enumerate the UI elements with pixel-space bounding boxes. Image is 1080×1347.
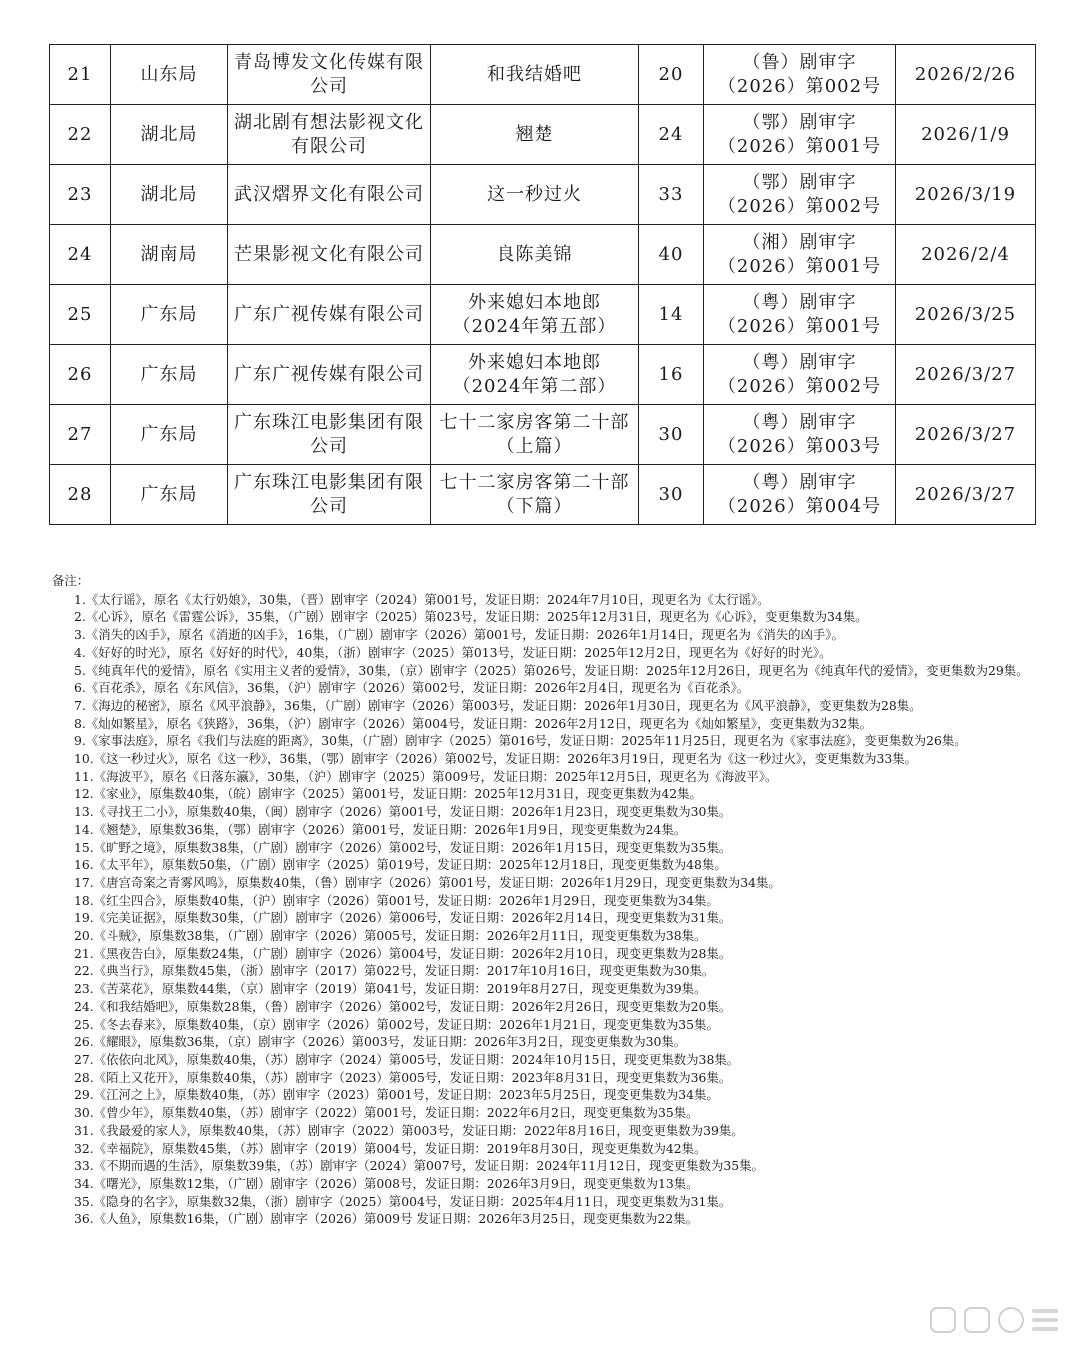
note-item: 3.《消失的凶手》，原名《消逝的凶手》，16集，（广剧）剧审字（2026）第001号，发证日期：2026年1月14日，现更名为《消失的凶手》。 [74,627,844,643]
cell-issue-date: 2026/3/27 [896,405,1036,465]
table-row [50,345,1036,405]
notes-list [52,591,1036,1228]
note-item: 24.《和我结婚吧》，原集数28集，（鲁）剧审字（2026）第002号，发证日期：2026年2月26日，现变更集数为20集。 [74,998,732,1014]
note-item: 17.《唐宫奇案之青雾风鸣》，原集数40集，（鲁）剧审字（2026）第001号，发证日期：2026年1月29日，现变更集数为34集。 [74,874,781,890]
cell-row-number: 26 [50,345,111,405]
cell-episodes: 16 [639,345,704,405]
cell-license-number: （湘）剧审字（2026）第001号 [704,225,896,285]
cell-row-number: 23 [50,165,111,225]
note-item: 22.《典当行》，原集数45集，（浙）剧审字（2017）第022号，发证日期：2017年10月16日，现变更集数为30集。 [74,963,715,979]
cell-episodes: 33 [639,165,704,225]
table-row [50,165,1036,225]
note-item: 32.《幸福院》，原集数45集，（苏）剧审字（2019）第004号，发证日期：2019年8月30日，现变更集数为42集。 [74,1140,707,1156]
cell-episodes: 30 [639,465,704,525]
cell-company: 广东广视传媒有限公司 [228,345,431,405]
cell-company: 芒果影视文化有限公司 [228,225,431,285]
cell-bureau: 广东局 [111,465,228,525]
cell-issue-date: 2026/2/4 [896,225,1036,285]
cell-row-number: 24 [50,225,111,285]
cell-drama-title: 外来媳妇本地郎（2024年第二部） [431,345,639,405]
cell-drama-title: 这一秒过火 [431,165,639,225]
note-item: 28.《陌上又花开》，原集数40集，（苏）剧审字（2023）第005号，发证日期：2023年8月31日，现变更集数为36集。 [74,1069,732,1085]
license-table [49,44,1036,525]
cell-bureau: 广东局 [111,345,228,405]
note-item: 26.《耀眼》，原集数36集，（京）剧审字（2026）第003号，发证日期：2026年3月2日，现变更集数为30集。 [74,1034,687,1050]
note-item: 31.《我最爱的家人》，原集数40集，（苏）剧审字（2022）第003号，发证日期：2022年8月16日，现变更集数为39集。 [74,1122,744,1138]
note-item: 7.《海边的秘密》，原名《风平浪静》，36集，（广剧）剧审字（2026）第003号，发证日期：2026年1月30日，现更名为《风平浪静》，变更集数为28集。 [74,697,922,713]
cell-company: 广东珠江电影集团有限公司 [228,405,431,465]
note-item: 35.《隐身的名字》，原集数32集，（浙）剧审字（2025）第004号，发证日期：2025年4月11日，现变更集数为31集。 [74,1193,732,1209]
watermark-circle-icon [998,1307,1024,1333]
cell-company: 广东珠江电影集团有限公司 [228,465,431,525]
cell-episodes: 40 [639,225,704,285]
cell-issue-date: 2026/1/9 [896,105,1036,165]
note-item: 8.《灿如繁星》，原名《狭路》，36集，（沪）剧审字（2026）第004号，发证日期：2026年2月12日，现更名为《灿如繁星》，变更集数为32集。 [74,715,873,731]
note-item: 20.《斗贼》，原集数38集，（广剧）剧审字（2026）第005号，发证日期：2026年2月11日，现变更集数为38集。 [74,928,707,944]
cell-drama-title: 和我结婚吧 [431,45,639,105]
table-row [50,45,1036,105]
cell-issue-date: 2026/3/25 [896,285,1036,345]
note-item: 25.《冬去春来》，原集数40集，（京）剧审字（2026）第002号，发证日期：2026年1月21日，现变更集数为35集。 [74,1016,719,1032]
cell-bureau: 湖北局 [111,165,228,225]
cell-license-number: （粤）剧审字（2026）第001号 [704,285,896,345]
cell-license-number: （粤）剧审字（2026）第004号 [704,465,896,525]
cell-bureau: 广东局 [111,285,228,345]
watermark-square-icon [964,1307,990,1333]
cell-license-number: （鄂）剧审字（2026）第001号 [704,105,896,165]
cell-episodes: 24 [639,105,704,165]
cell-row-number: 28 [50,465,111,525]
cell-episodes: 20 [639,45,704,105]
cell-episodes: 30 [639,405,704,465]
cell-bureau: 湖北局 [111,105,228,165]
cell-license-number: （鲁）剧审字（2026）第002号 [704,45,896,105]
cell-row-number: 27 [50,405,111,465]
cell-episodes: 14 [639,285,704,345]
note-item: 34.《曙光》，原集数12集，（广剧）剧审字（2026）第008号，发证日期：2026年3月9日，现变更集数为13集。 [74,1175,699,1191]
table-row [50,225,1036,285]
note-item: 15.《旷野之境》，原集数38集，（广剧）剧审字（2026）第002号，发证日期：2026年1月15日，现变更集数为35集。 [74,839,732,855]
notes-title: 备注： [52,573,90,588]
note-item: 29.《江河之上》，原集数40集，（苏）剧审字（2023）第001号，发证日期：2023年5月25日，现变更集数为34集。 [74,1087,719,1103]
note-item: 14.《翘楚》，原集数36集，（鄂）剧审字（2026）第001号，发证日期：2026年1月9日，现变更集数为24集。 [74,821,687,837]
cell-company: 武汉熠界文化有限公司 [228,165,431,225]
note-item: 11.《海波平》，原名《日落东瀛》，30集，（沪）剧审字（2025）第009号，发证日期：2025年12月5日，现更名为《海波平》。 [74,768,778,784]
cell-drama-title: 翘楚 [431,105,639,165]
table-row [50,405,1036,465]
cell-company: 广东广视传媒有限公司 [228,285,431,345]
note-item: 23.《苦菜花》，原集数44集，（京）剧审字（2019）第041号，发证日期：2019年8月27日，现变更集数为39集。 [74,981,707,997]
cell-issue-date: 2026/3/27 [896,345,1036,405]
note-item: 33.《不期而遇的生活》，原集数39集，（苏）剧审字（2024）第007号，发证日期：2024年11月12日，现变更集数为35集。 [74,1158,764,1174]
table-row [50,105,1036,165]
note-item: 12.《家业》，原集数40集，（皖）剧审字（2025）第001号，发证日期：2025年12月31日，现变更集数为42集。 [74,786,702,802]
cell-issue-date: 2026/3/27 [896,465,1036,525]
watermark-square-icon [930,1307,956,1333]
note-item: 19.《完美证据》，原集数30集，（广剧）剧审字（2026）第006号，发证日期：2026年2月14日，现变更集数为31集。 [74,910,732,926]
note-item: 9.《家事法庭》，原名《我们与法庭的距离》，30集，（广剧）剧审字（2025）第016号，发证日期：2025年11月25日，现更名为《家事法庭》，变更集数为26集。 [74,733,967,749]
note-item: 10.《这一秒过火》，原名《这一秒》，36集，（鄂）剧审字（2026）第002号，发证日期：2026年3月19日，现更名为《这一秒过火》，变更集数为33集。 [74,751,918,767]
table-body [50,45,1036,525]
cell-row-number: 21 [50,45,111,105]
cell-license-number: （粤）剧审字（2026）第002号 [704,345,896,405]
table-row [50,465,1036,525]
cell-license-number: （鄂）剧审字（2026）第002号 [704,165,896,225]
cell-company: 青岛博发文化传媒有限公司 [228,45,431,105]
note-item: 30.《曾少年》，原集数40集，（苏）剧审字（2022）第001号，发证日期：2022年6月2日，现变更集数为35集。 [74,1105,699,1121]
note-item: 13.《寻找王二小》，原集数40集，（闽）剧审字（2026）第001号，发证日期：2026年1月23日，现变更集数为30集。 [74,804,732,820]
note-item: 21.《黑夜告白》，原集数24集，（广剧）剧审字（2026）第004号，发证日期：2026年2月10日，现变更集数为28集。 [74,945,732,961]
cell-bureau: 广东局 [111,405,228,465]
note-item: 27.《依依向北风》，原集数40集，（苏）剧审字（2024）第005号，发证日期：2024年10月15日，现变更集数为38集。 [74,1051,740,1067]
cell-license-number: （粤）剧审字（2026）第003号 [704,405,896,465]
note-item: 4.《好好的时光》，原名《好好的时代》，40集，（浙）剧审字（2025）第013号，发证日期：2025年12月2日，现更名为《好好的时光》。 [74,644,832,660]
cell-drama-title: 七十二家房客第二十部（下篇） [431,465,639,525]
cell-bureau: 山东局 [111,45,228,105]
cell-bureau: 湖南局 [111,225,228,285]
notes-section [52,572,1036,1228]
note-item: 2.《心诉》，原名《雷霆公诉》，35集，（广剧）剧审字（2025）第023号，发证日期：2025年12月31日，现更名为《心诉》，变更集数为34集。 [74,609,868,625]
cell-company: 湖北剧有想法影视文化有限公司 [228,105,431,165]
cell-drama-title: 外来媳妇本地郎（2024年第五部） [431,285,639,345]
cell-issue-date: 2026/3/19 [896,165,1036,225]
watermark-bars-icon [1032,1309,1058,1331]
weibo-watermark-icon [930,1307,1058,1333]
note-item: 16.《太平年》，原集数50集，（广剧）剧审字（2025）第019号，发证日期：2025年12月18日，现变更集数为48集。 [74,857,727,873]
note-item: 1.《太行谣》，原名《太行奶娘》，30集，（晋）剧审字（2024）第001号，发证日期：2024年7月10日，现更名为《太行谣》。 [74,591,770,607]
note-item: 5.《纯真年代的爱情》，原名《实用主义者的爱情》，30集，（京）剧审字（2025）第026号，发证日期：2025年12月26日，现更名为《纯真年代的爱情》，变更集数为29集。 [74,662,1029,678]
note-item: 18.《红尘四合》，原集数40集，（沪）剧审字（2026）第001号，发证日期：2026年1月29日，现变更集数为34集。 [74,892,719,908]
cell-row-number: 22 [50,105,111,165]
cell-row-number: 25 [50,285,111,345]
note-item: 6.《百花杀》，原名《东风信》，36集，（沪）剧审字（2026）第002号，发证日期：2026年2月4日，现更名为《百花杀》。 [74,680,750,696]
note-item: 36.《人鱼》，原集数16集，（广剧）剧审字（2026）第009号 发证日期：2026年3月25日，现变更集数为22集。 [74,1211,698,1227]
cell-drama-title: 良陈美锦 [431,225,639,285]
cell-issue-date: 2026/2/26 [896,45,1036,105]
table-row [50,285,1036,345]
cell-drama-title: 七十二家房客第二十部（上篇） [431,405,639,465]
